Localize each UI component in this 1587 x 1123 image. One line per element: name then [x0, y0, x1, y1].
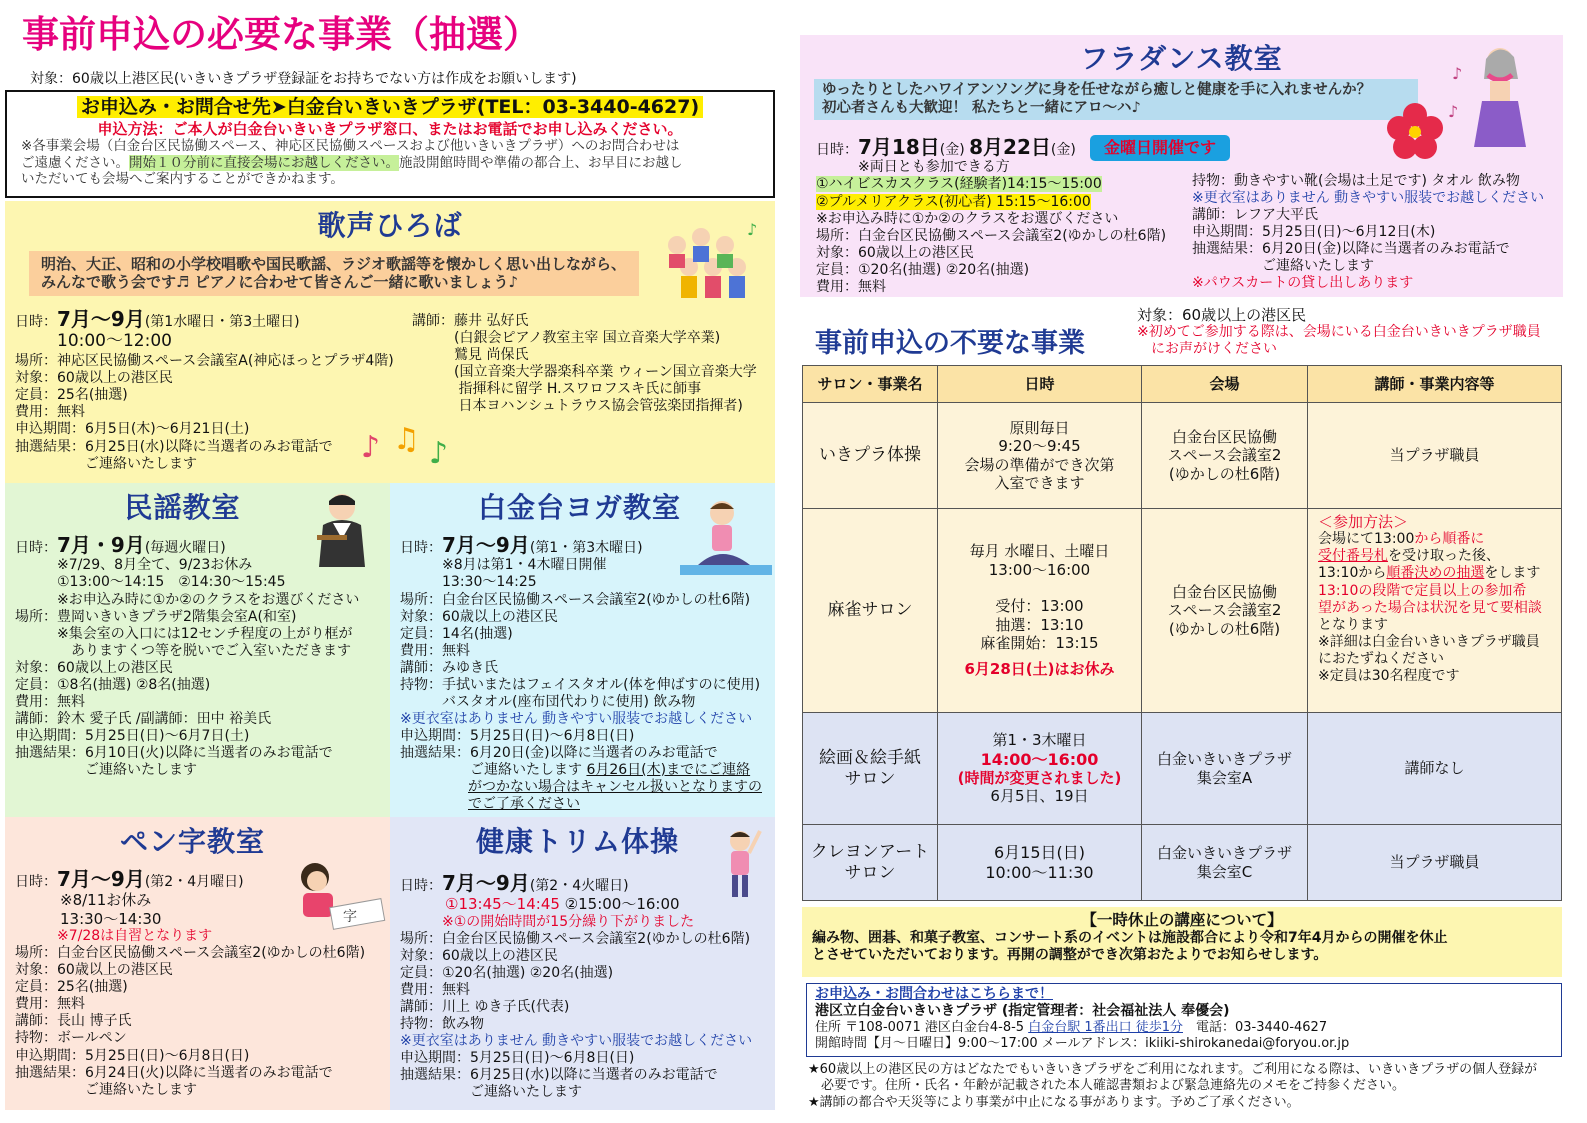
- detail-line: 費用：無料: [400, 982, 470, 998]
- detail-line: 定員：25名(抽選): [15, 979, 128, 996]
- apply-method: 申込方法：ご本人が白金台いきいきプラザ窓口、またはお電話でお申し込みください。: [97, 120, 683, 139]
- date-value: 7月～9月: [57, 307, 145, 331]
- class-label: ①ハイビスカスクラス(経験者)14:15～15:00: [816, 176, 1102, 193]
- yoga-lines: [400, 557, 762, 711]
- row-venue: [1142, 825, 1308, 901]
- time-line: [400, 895, 752, 913]
- date-line: 第1・3木曜日: [992, 731, 1087, 750]
- time-line: 13:30～14:30: [15, 909, 162, 928]
- row-venue: [1142, 713, 1308, 825]
- column-header: 会場: [1142, 366, 1308, 403]
- section-hula: [800, 35, 1563, 297]
- class-1: [816, 176, 1198, 193]
- time-line: 10:00～12:00: [57, 331, 172, 352]
- contact-headline: お申込み・お問合せ先➤白金台いきいきプラザ(TEL：03-3440-4627): [77, 96, 703, 118]
- contact-info-box: [806, 983, 1562, 1057]
- detail-line: バスタオル(座布団代わりに使用) 飲み物: [400, 694, 696, 711]
- detail-line: ①13:00～14:15 ②14:30～15:45: [15, 574, 286, 591]
- info-line: ※定員は30名程度です: [1318, 667, 1460, 684]
- detail-line: ご連絡いたします: [15, 455, 197, 472]
- detail-line: 対象：60歳以上の港区民: [15, 659, 173, 676]
- detail-line: 場所：白金台区民協働スペース会議室2(ゆかしの杜6階): [15, 945, 366, 962]
- teacher-line: 指揮科に留学 H.スワロフスキ氏に師事: [412, 381, 702, 398]
- utagoe-teacher: [412, 313, 757, 415]
- date-line: 6月5日、19日: [990, 787, 1089, 806]
- result-line: がつかない場合はキャンセル扱いとなりますの: [468, 779, 762, 796]
- name-line: 絵画＆絵手紙: [819, 747, 921, 768]
- row-date: [938, 825, 1142, 901]
- section-trim: [390, 817, 775, 1110]
- detail-line: 場所：白金台区民協働スペース会議室2(ゆかしの杜6階): [400, 930, 751, 947]
- trim-details: [400, 871, 752, 1102]
- section-title: 白金台ヨガ教室: [477, 491, 681, 524]
- minyo-details: [15, 533, 359, 779]
- station-link[interactable]: 白金台駅 1番出口 徒歩1分: [1028, 1020, 1183, 1036]
- detail-line: 場所：神応区民協働スペース会議室A(神応ほっとプラザ4階): [15, 353, 394, 370]
- teacher-line: (白銀会ピアノ教室主宰 国立音楽大学卒業): [412, 330, 721, 347]
- section-yoga: [390, 483, 775, 817]
- date-value: 7月～9月: [442, 533, 530, 557]
- note-line-2: [21, 155, 759, 171]
- info-line: [1318, 531, 1551, 548]
- detail-line: ※お申込み時に①か②のクラスをお選びください: [816, 210, 1119, 227]
- address: 住所 〒108-0071 港区白金台4-8-5: [815, 1020, 1029, 1036]
- row-date: [938, 403, 1142, 509]
- detail-line: 持物：ボールペン: [15, 1030, 127, 1047]
- label: 日時：: [15, 540, 57, 556]
- detail-line: ※8月は第1・4木曜日開催: [400, 557, 607, 574]
- info-part: 会場にて13:00: [1318, 531, 1415, 548]
- result-line: 抽選結果：6月20日(金)以降に当選者のみお電話で: [400, 745, 718, 762]
- detail-line: 抽選結果：6月20日(金)以降に当選者のみお電話で: [1192, 241, 1510, 258]
- detail-line: 申込期間：5月25日(日)～6月12日(木): [1192, 224, 1436, 241]
- row-info: 講師なし: [1308, 713, 1562, 825]
- column-header: 日時: [938, 366, 1142, 403]
- detail-line: 費用：無料: [15, 996, 85, 1013]
- detail-line: 対象：60歳以上の港区民: [400, 608, 558, 625]
- detail-line: ご連絡いたします: [400, 1084, 582, 1101]
- note-line-3: いただいても会場へご案内することができかねます。: [21, 171, 344, 188]
- row-date: [938, 713, 1142, 825]
- hula-notice: ※更衣室はありません 動きやすい服装でお越しください: [1192, 190, 1545, 207]
- detail-line: 費用：無料: [816, 278, 886, 295]
- info-part: から順番に: [1414, 531, 1485, 548]
- note-line: ※初めてご参加する際は、会場にいる白金台いきいきプラザ職員: [1137, 324, 1541, 341]
- date-line: 毎月 水曜日、土曜日: [969, 542, 1110, 561]
- info-line: となります: [1318, 616, 1388, 633]
- note-line: にお声がけください: [1137, 341, 1277, 358]
- detail-line: 場所：白金台区民協働スペース会議室2(ゆかしの杜6階): [400, 591, 751, 608]
- detail-line: ※集会室の入口には12センチ程度の上がり框が: [15, 625, 353, 642]
- detail-line: 講師：鈴木 愛子氏 /副講師：田中 裕美氏: [15, 711, 272, 728]
- contact-head: お申込み・お問合わせはこちらまで！: [815, 986, 1053, 1002]
- date-line: 受付：13:00: [995, 597, 1084, 616]
- date-note: (第1・第3木曜日): [529, 540, 643, 556]
- venue-line: スペース会議室2: [1167, 601, 1282, 620]
- label: 日時：: [15, 874, 57, 890]
- penji-details: [15, 867, 365, 1099]
- detail-line: 対象：60歳以上の港区民: [816, 244, 974, 261]
- badge-label: 金曜日開催です: [1104, 138, 1217, 157]
- hula-right: [1192, 173, 1544, 293]
- venue-line: 集会室C: [1196, 862, 1253, 881]
- date-line: [15, 867, 365, 891]
- nonreq-title: 事前申込の不要な事業: [815, 328, 1085, 359]
- note-part: 施設開館時間や準備の都合上、お早目にお越し: [399, 154, 683, 171]
- venue-line: 集会室A: [1196, 768, 1253, 787]
- info-line: [1318, 565, 1551, 582]
- belongings: 持物：動きやすい靴(会場は土足です) タオル 飲み物: [1192, 173, 1520, 189]
- svg-text:♪: ♪: [1452, 64, 1463, 83]
- class-label: ②プルメリアクラス(初心者) 15:15～16:00: [816, 193, 1091, 210]
- detail-line: ご連絡いたします: [15, 1081, 197, 1098]
- row-venue: [1142, 509, 1308, 713]
- class-2: [816, 194, 1198, 211]
- detail-line: 持物：手拭いまたはフェイスタオル(体を伸ばすのに使用): [400, 676, 761, 693]
- date-note: (第2・4月曜日): [144, 874, 244, 890]
- detail-line: 申込期間：6月5日(木)～6月21日(土): [15, 421, 250, 438]
- detail-line: 定員：25名(抽選): [15, 387, 128, 404]
- result-line: [400, 762, 762, 779]
- name-line: クレヨンアート: [810, 841, 930, 862]
- detail-line: 対象：60歳以上の港区民: [400, 947, 558, 964]
- nonreq-table-wrap: [802, 365, 1562, 901]
- utagoe-lines: [15, 353, 394, 473]
- venue-line: 白金台区民協働: [1171, 583, 1277, 602]
- table-header-row: [803, 366, 1562, 403]
- detail-line: 定員：①20名(抽選) ②20名(抽選): [400, 964, 614, 981]
- note-line: ※8/11お休み: [15, 891, 152, 910]
- label: 日時：: [15, 314, 57, 330]
- info-part: 順番決めの抽選: [1386, 565, 1485, 582]
- date-value: 8月22日: [969, 135, 1051, 159]
- detail-line: 費用：無料: [400, 642, 470, 659]
- date-line: (時間が変更されました): [957, 769, 1122, 788]
- hours-line: 開館時間【月～日曜日】9:00～17:00 メールアドレス：ikiiki-shirokanedai@foryou.or.jp: [815, 1036, 1350, 1052]
- pause-box: [802, 907, 1562, 977]
- section-minyo: [5, 483, 390, 817]
- date-value: 7月～9月: [442, 871, 530, 895]
- row-info: [1308, 509, 1562, 713]
- desc-line: 初心者さんも大歓迎！ 私たちと一緒にアロ～ハ♪: [822, 99, 1141, 116]
- note-highlight: 開始１０分前に直接会場にお越しください。: [129, 154, 399, 171]
- utagoe-description: [29, 251, 639, 296]
- svg-text:♪: ♪: [1448, 102, 1459, 121]
- column-header: サロン・事業名: [803, 366, 938, 403]
- detail-line: 定員：①20名(抽選) ②20名(抽選): [816, 261, 1030, 278]
- detail-line: 対象：60歳以上の港区民: [15, 962, 173, 979]
- date-line: [400, 533, 762, 557]
- svg-text:♪: ♪: [361, 430, 381, 465]
- date-value: 7月～9月: [57, 867, 145, 891]
- hula-description: [814, 79, 1418, 120]
- page-title: 事前申込の必要な事業（抽選）: [22, 13, 540, 56]
- row-info: 当プラザ職員: [1308, 825, 1562, 901]
- note-line: ※①の開始時間が15分繰り下がりました: [400, 913, 695, 930]
- row-info: 当プラザ職員: [1308, 403, 1562, 509]
- footnote-line: ★講師の都合や天災等により事業が中止になる事があります。予めご了承ください。: [808, 1094, 1300, 1110]
- pause-text: 編み物、囲碁、和菓子教室、コンサート系のイベントは施設都合により令和7年4月からの開催を休止: [812, 929, 1448, 946]
- date-line: 14:00～16:00: [980, 749, 1099, 769]
- target-line: 対象：60歳以上港区民(いきいきプラザ登録証をお持ちでない方は作成をお願いします): [30, 71, 577, 87]
- footnotes: [808, 1062, 1537, 1111]
- row-name: [803, 825, 938, 901]
- both-line: ※両日とも参加できる方: [816, 159, 1010, 176]
- table-row: [803, 509, 1562, 713]
- info-line: におたずねください: [1318, 650, 1444, 667]
- svg-text:♪: ♪: [429, 436, 449, 471]
- date-value: 7月18日: [858, 135, 940, 159]
- footnote-line: ★60歳以上の港区民の方はどなたでもいきいきプラザをご利用になれます。ご利用になる際は、いきいきプラザの個人登録が: [808, 1062, 1538, 1077]
- detail-line: ご連絡いたします: [1192, 258, 1374, 275]
- date-note: (毎週火曜日): [144, 540, 226, 556]
- teacher-line: 鷲見 尚保氏: [412, 347, 529, 364]
- venue-line: スペース会議室2: [1167, 446, 1282, 465]
- trim-lines: [400, 931, 752, 1033]
- venue-line: (ゆかしの杜6階): [1168, 464, 1281, 483]
- friday-badge: [1090, 135, 1230, 161]
- detail-line: 抽選結果：6月25日(水)以降に当選者のみお電話で: [400, 1067, 718, 1084]
- pause-title: 【一時休止の講座について】: [1081, 911, 1283, 929]
- dow: (金): [1050, 142, 1076, 158]
- note-line-1: ※各事業会場（白金台区民協働スペース、神応区民協働スペースおよび他いきいきプラザ）へのお問合わせは: [21, 138, 680, 155]
- info-lines: [1318, 617, 1551, 685]
- detail-line: 費用：無料: [15, 404, 85, 421]
- info-line: 13:10の段階で定員以上の参加希: [1318, 582, 1527, 599]
- detail-line: 場所：白金台区民協働スペース会議室2(ゆかしの杜6階): [816, 227, 1167, 244]
- detail-line: 講師：レフア大平氏: [1192, 207, 1318, 224]
- table-row: [803, 713, 1562, 825]
- row-name: 麻雀サロン: [803, 509, 938, 713]
- utagoe-details: [15, 307, 394, 473]
- date-line: 抽選：13:10: [995, 615, 1084, 634]
- detail-line: 定員：①8名(抽選) ②8名(抽選): [15, 676, 211, 693]
- hula-dancer-illustration: [1440, 39, 1556, 157]
- venue-line: (ゆかしの杜6階): [1168, 619, 1281, 638]
- date-line: 原則毎日: [1009, 418, 1070, 437]
- pause-text: とさせていただいております。再開の調整ができ次第おたよりでお知らせします。: [812, 946, 1328, 963]
- detail-line: 講師：みゆき氏: [400, 659, 498, 676]
- date-line: 麻雀開始：13:15: [980, 633, 1099, 652]
- date-line: [400, 871, 752, 895]
- nonreq-target: [1137, 306, 1541, 358]
- date-note: (第2・4火曜日): [529, 878, 629, 894]
- dow: (金): [939, 142, 965, 158]
- detail-line: 抽選結果：6月25日(水)以降に当選者のみお電話で: [15, 438, 333, 455]
- desc-line: みんなで歌う会です♬ ピアノに合わせて皆さんご一緒に歌いましょう♪: [41, 273, 519, 292]
- music-notes-icon: [357, 415, 467, 475]
- section-title: ペン字教室: [119, 825, 265, 858]
- detail-line: 費用：無料: [15, 694, 85, 711]
- venue-line: 白金いきいきプラザ: [1156, 844, 1292, 863]
- info-head: ＜参加方法＞: [1318, 513, 1409, 531]
- target-line: 対象：60歳以上の港区民: [1137, 306, 1307, 324]
- detail-line: 抽選結果：6月10日(火)以降に当選者のみお電話で: [15, 745, 333, 762]
- detail-line: 定員：14名(抽選): [400, 625, 513, 642]
- date-line: 6月15日(日): [993, 842, 1086, 862]
- singers-illustration: [655, 215, 765, 305]
- hula-right-lines: [1192, 207, 1544, 275]
- svg-text:字: 字: [343, 909, 357, 925]
- detail-line: 対象：60歳以上の港区民: [15, 370, 173, 387]
- hula-lines: [816, 211, 1198, 296]
- name-line: サロン: [844, 862, 896, 883]
- pau-skirt-note: ※パウスカートの貸し出しあります: [1192, 275, 1414, 292]
- date-note: (第1水曜日・第3土曜日): [144, 314, 300, 330]
- facility-name: 港区立白金台いきいきプラザ (指定管理者：社会福祉法人 奉優会): [815, 1003, 1230, 1020]
- hibiscus-icon: [1384, 101, 1446, 163]
- date-line: 10:00～11:30: [985, 862, 1094, 882]
- time-value: ②15:00～16:00: [559, 895, 680, 914]
- minyo-lines: [15, 557, 359, 779]
- trim-tail: [400, 1050, 752, 1101]
- svg-text:♪: ♪: [747, 220, 758, 239]
- detail-line: 申込期間：5月25日(日)～6月8日(日): [400, 1050, 635, 1067]
- info-line: 望があった場合は状況を見て要相談: [1318, 599, 1542, 616]
- detail-line: ご連絡いたします: [15, 762, 197, 779]
- row-venue: [1142, 403, 1308, 509]
- info-line: [1318, 548, 1551, 565]
- section-title: フラダンス教室: [1080, 42, 1283, 75]
- time-changed: ①13:45～14:45: [400, 895, 560, 914]
- desc-line: 明治、大正、昭和の小学校唱歌や国民歌謡、ラジオ歌謡等を懐かしく思い出しながら、: [41, 255, 627, 273]
- contact-box: [5, 90, 775, 198]
- name-line: サロン: [844, 768, 896, 789]
- info-part: 13:10から: [1318, 565, 1387, 582]
- label: 日時：: [400, 540, 442, 556]
- info-line: ※詳細は白金台いきいきプラザ職員: [1318, 633, 1540, 650]
- section-title: 歌声ひろば: [317, 209, 463, 242]
- teacher-line: (国立音楽大学器楽科卒業 ウィーン国立音楽大学: [412, 364, 757, 381]
- yoga-notice: ※更衣室はありません 動きやすい服装でお越しください: [400, 711, 753, 728]
- detail-line: ありますくつ等を脱いでご入室いただきます: [15, 642, 351, 659]
- detail-line: ※7/29、8月全て、9/23お休み: [15, 557, 253, 574]
- date-line: [15, 533, 359, 557]
- date-line: [938, 579, 1141, 597]
- footnote-line: 必要です。住所・氏名・年齢が記載された本人確認書類および緊急連絡先のメモをご持参ください。: [808, 1078, 1405, 1094]
- detail-line: 場所：豊岡いきいきプラザ2階集会室A(和室): [15, 608, 297, 625]
- row-name: [803, 713, 938, 825]
- row-name: いきプラ体操: [803, 403, 938, 509]
- detail-line: ※お申込み時に①か②のクラスをお選びください: [15, 591, 360, 608]
- detail-line: 申込期間：5月25日(日)～6月8日(日): [15, 1047, 250, 1064]
- detail-line: 申込期間：5月25日(日)～6月7日(土): [15, 728, 250, 745]
- date-value: 7月・9月: [57, 533, 145, 557]
- date-line: [15, 307, 394, 331]
- result-line: でご了承ください: [468, 796, 580, 813]
- apply-period: 申込期間：5月25日(日)～6月8日(日): [400, 728, 635, 745]
- section-utagoe: [5, 201, 775, 483]
- column-header: 講師・事業内容等: [1308, 366, 1562, 403]
- detail-line: 講師：長山 博子氏: [15, 1013, 132, 1030]
- note-part: ご遠慮ください。: [21, 154, 129, 171]
- phone: 電話：03-3440-4627: [1183, 1020, 1328, 1036]
- detail-line: 講師：川上 ゆき子氏(代表): [400, 999, 570, 1016]
- date-line: 会場の準備ができ次第: [964, 455, 1115, 474]
- label: 日時：: [400, 878, 442, 894]
- info-part: をします: [1484, 565, 1541, 582]
- yoga-details: [400, 533, 762, 814]
- venue-line: 白金台区民協働: [1171, 428, 1277, 447]
- detail-line: 13:30～14:25: [400, 574, 537, 591]
- nonreq-table: [802, 365, 1562, 901]
- section-title: 民謡教室: [124, 491, 241, 524]
- date-line: 入室できます: [994, 473, 1085, 492]
- note-line: ※7/28は自習となります: [15, 927, 213, 944]
- venue-line: 白金いきいきプラザ: [1156, 750, 1292, 769]
- result-part: ご連絡いたします: [400, 762, 582, 779]
- info-part: を受け取った後、: [1388, 548, 1500, 565]
- svg-text:♫: ♫: [393, 422, 420, 457]
- section-title: 健康トリム体操: [475, 825, 679, 858]
- penji-lines: [15, 945, 365, 1099]
- result-deadline: 6月26日(木)までにご連絡: [586, 762, 751, 779]
- row-date: [938, 509, 1142, 713]
- info-part: 受付番号札: [1318, 548, 1388, 565]
- teacher-line: 講師：藤井 弘好氏: [412, 313, 529, 329]
- detail-line: 持物：飲み物: [400, 1016, 484, 1033]
- teacher-line: 日本ヨハンシュトラウス協会管弦楽団指揮者): [412, 398, 743, 415]
- section-penji: [5, 817, 390, 1110]
- date-line: 13:00～16:00: [988, 560, 1091, 579]
- detail-line: 抽選結果：6月24日(火)以降に当選者のみお電話で: [15, 1064, 333, 1081]
- address-line: [815, 1020, 1553, 1036]
- label: 日時：: [816, 142, 858, 158]
- trim-notice: ※更衣室はありません 動きやすい服装でお越しください: [400, 1033, 753, 1050]
- date-line: 9:20～9:45: [998, 437, 1081, 456]
- closed-day: 6月28日(土)はお休み: [964, 660, 1115, 679]
- table-row: [803, 825, 1562, 901]
- table-row: [803, 403, 1562, 509]
- desc-line: ゆったりとしたハワイアンソングに身を任せながら癒しと健康を手に入れませんか？: [822, 82, 1372, 98]
